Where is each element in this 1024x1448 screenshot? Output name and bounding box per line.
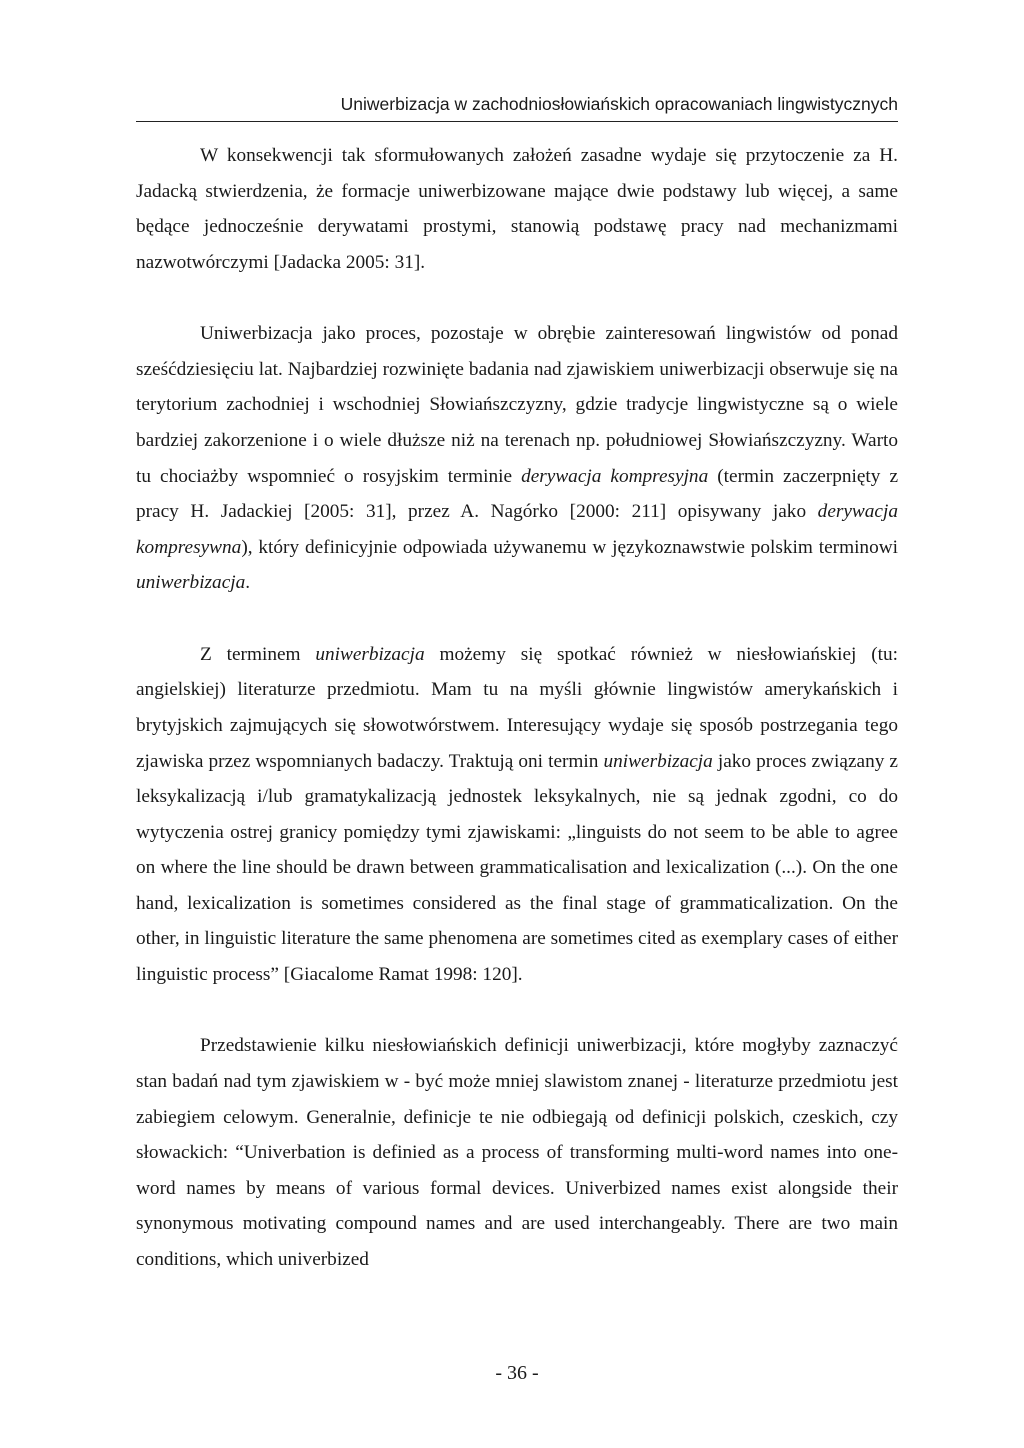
text-segment: (termin zaczerpnięty z pracy H. Jadackiej [2005: 31], przez A. Nagórko [2000: 211] opisywany jako (136, 465, 898, 523)
text-segment: jako proces związany z leksykalizacją i/lub gramatykalizacją jednostek leksykalnych, nie są jednak zgodni, co do wytyczenia ostrej granicy pomiędzy tymi zjawiskami: „linguists do not seem to be able to agree on where the line should be drawn between grammaticalisation and lexicalization (...). On the one hand, lexicalization is sometimes considered as the final stage of grammaticalization. On the other, in linguistic literature the same phenomena are sometimes cited as exemplary cases of either linguistic process” [Giacalome Ramat 1998: 120]. (136, 750, 898, 986)
italic-term: uniwerbizacja (136, 572, 246, 594)
italic-term: uniwerbizacja (315, 643, 425, 665)
page-number: - 36 - (495, 1362, 539, 1384)
text-segment: Uniwerbizacja jako proces, pozostaje w obrębie zainteresowań lingwistów od ponad sześćdziesięciu lat. Najbardziej rozwinięte badania nad zjawiskiem uniwerbizacji obserwuje się na terytorium zachodniej i wschodniej Słowiańszczyzny, gdzie tradycje lingwistyczne są o wiele bardziej zakorzenione i o wiele dłuższe niż na terenach np. południowej Słowiańszczyzny. Warto tu chociażby wspomnieć o rosyjskim terminie (136, 323, 898, 487)
text-segment: możemy się spotkać również w niesłowiańskiej (tu: angielskiej) literaturze przedmiotu. Mam tu na myśli głównie lingwistów amerykańskich i brytyjskich zajmujących się słowotwórstwem. Interesujący wydaje się sposób postrzegania tego zjawiska przez wspomnianych badaczy. Traktują oni termin (136, 643, 898, 772)
paragraph-1 (136, 138, 898, 280)
text-segment: Przedstawienie kilku niesłowiańskich definicji uniwerbizacji, które mogłyby zaznaczyć stan badań nad tym zjawiskiem w - być może mniej slawistom znanej - literaturze przedmiotu jest zabiegiem celowym. Generalnie, definicje te nie odbiegają od definicji polskich, czeskich, czy słowackich: “Univerbation is definied as a process of transforming multi-word names into one-word names by means of various formal devices. Univerbized names exist alongside their synonymous motivating compound names and are used interchangeably. There are two main conditions, which univerbized (136, 1035, 898, 1271)
paragraph-2 (136, 316, 898, 601)
body-text (136, 138, 898, 1278)
italic-term: derywacja kompresyjna (521, 465, 709, 487)
running-header: Uniwerbizacja w zachodniosłowiańskich opracowaniach lingwistycznych (340, 94, 898, 114)
text-segment: Z terminem (200, 643, 316, 665)
text-segment: . (245, 572, 251, 594)
document-page (136, 0, 898, 1448)
italic-term: derywacja kompresywna (136, 501, 898, 558)
italic-term: uniwerbizacja (603, 750, 713, 772)
paragraph-4 (136, 1028, 898, 1277)
text-segment: ), który definicyjnie odpowiada używanemu w językoznawstwie polskim terminowi (241, 536, 898, 558)
header-rule (136, 121, 898, 122)
paragraph-3 (136, 637, 898, 993)
text-segment: W konsekwencji tak sformułowanych założeń zasadne wydaje się przytoczenie za H. Jadacką stwierdzenia, że formacje uniwerbizowane mające dwie podstawy lub więcej, a same będące jednocześnie derywatami prostymi, stanowią podstawę pracy nad mechanizmami nazwotwórczymi [Jadacka 2005: 31]. (136, 145, 898, 273)
